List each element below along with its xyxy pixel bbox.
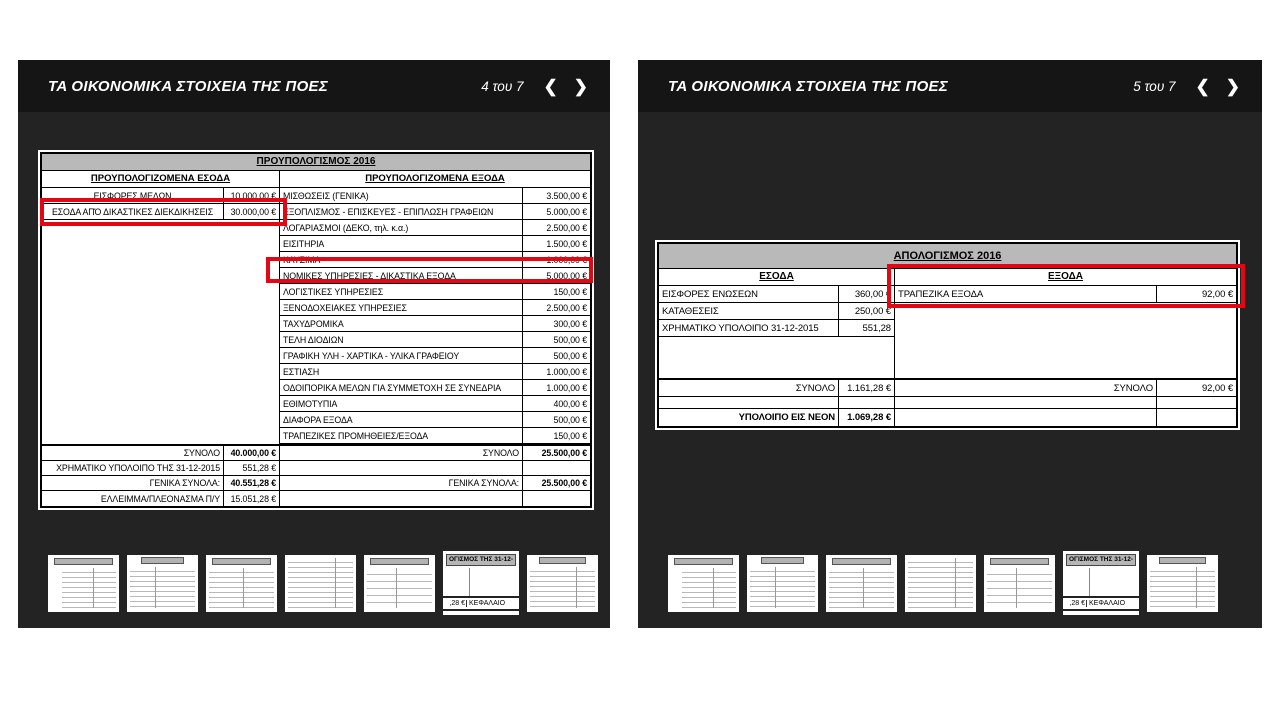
row-value xyxy=(838,397,894,408)
row-label: ΚΑΤΑΘΕΣΕΙΣ xyxy=(662,305,719,317)
report-income-header: ΕΣΟΔΑ xyxy=(659,269,894,286)
table-row xyxy=(280,491,590,506)
budget-income-column xyxy=(42,171,280,506)
row-value: 10.000,00 € xyxy=(223,188,279,203)
thumbnail-table-lines xyxy=(987,568,1052,608)
thumbnail-capital-text: ΚΕΦΑΛΑΙΟ xyxy=(469,600,506,607)
row-value: 500,00 € xyxy=(522,412,590,427)
table-row xyxy=(280,220,590,236)
thumbnail-table-lines xyxy=(288,558,353,608)
prev-slide-button[interactable]: ❮ xyxy=(1195,76,1210,96)
report-expense-totals xyxy=(895,378,1236,426)
row-value: 30.000,00 € xyxy=(223,204,279,219)
row-label: ΚΑΥΣΙΜΑ xyxy=(283,254,321,265)
row-value: 400,00 € xyxy=(522,396,590,411)
thumbnail-table-lines xyxy=(130,567,195,608)
row-value: 2.500,00 € xyxy=(522,300,590,315)
row-label: ΕΛΛΕΙΜΜΑ/ΠΛΕΟΝΑΣΜΑ Π/Υ xyxy=(100,493,220,504)
thumbnail-table-lines xyxy=(750,567,815,608)
slide-thumbnail-1[interactable] xyxy=(668,555,739,612)
panel-title: ΤΑ ΟΙΚΟΝΟΜΙΚΑ ΣΤΟΙΧΕΙΑ ΤΗΣ ΠΟΕΣ xyxy=(48,77,329,95)
row-label: ΤΑΧΥΔΡΟΜΙΚΑ xyxy=(283,318,344,329)
table-row xyxy=(659,320,894,337)
row-label: ΥΠΟΛΟΙΠΟ ΕΙΣ ΝΕΟΝ xyxy=(738,412,835,423)
budget-income-totals xyxy=(42,444,279,506)
row-label: ΛΟΓΙΣΤΙΚΕΣ ΥΠΗΡΕΣΙΕΣ xyxy=(283,286,384,297)
row-value: 1.000,00 € xyxy=(522,252,590,267)
report-income-column xyxy=(659,269,895,426)
prev-slide-button[interactable]: ❮ xyxy=(543,76,558,96)
thumbnail-table-lines xyxy=(62,568,116,608)
thumbnail-table-lines xyxy=(367,568,432,608)
table-row xyxy=(659,303,894,320)
row-value: 1.069,28 € xyxy=(838,409,894,426)
budget-table-body xyxy=(42,171,590,506)
panel-header xyxy=(638,60,1262,112)
row-value: 5.000,00 € xyxy=(522,204,590,219)
thumbnail-column-divider xyxy=(1196,567,1197,608)
table-row xyxy=(895,409,1236,426)
table-row xyxy=(280,284,590,300)
row-value: 1.161,28 € xyxy=(838,380,894,396)
row-value xyxy=(522,461,590,475)
row-label: ΕΘΙΜΟΤΥΠΙΑ xyxy=(283,398,338,409)
row-label: ΕΙΣΦΟΡΕΣ ΕΝΩΣΕΩΝ xyxy=(662,288,758,300)
thumbnail-column-divider xyxy=(396,568,397,608)
row-value: 551,28 € xyxy=(223,461,279,475)
report-income-rows xyxy=(659,286,894,337)
row-value: 15.051,28 € xyxy=(223,491,279,506)
budget-table xyxy=(40,152,592,508)
thumbnail-column-divider xyxy=(93,568,94,608)
row-label: ΣΥΝΟΛΟ xyxy=(482,448,519,458)
thumbnail-column-divider xyxy=(335,558,336,608)
table-row xyxy=(280,412,590,428)
table-row xyxy=(280,380,590,396)
table-row xyxy=(42,204,279,220)
row-value: 5.000,00 € xyxy=(522,268,590,283)
empty-space xyxy=(895,303,1236,378)
row-label: ΤΡΑΠΕΖΙΚΕΣ ΠΡΟΜΗΘΕΙΕΣ/ΕΞΟΔΑ xyxy=(283,430,429,441)
table-row xyxy=(659,409,894,426)
slide-thumbnail-4[interactable] xyxy=(905,555,976,612)
row-label: ΜΙΣΘΩΣΕΙΣ (ΓΕΝΙΚΑ) xyxy=(283,190,369,201)
row-label: ΣΥΝΟΛΟ xyxy=(1113,382,1153,394)
table-row xyxy=(280,348,590,364)
thumbnail-title-bar xyxy=(1159,557,1206,564)
thumbnail-table-lines xyxy=(1089,568,1133,596)
row-value: 1.000,00 € xyxy=(522,380,590,395)
presentation-viewer-right xyxy=(638,60,1262,628)
empty-space xyxy=(42,220,279,444)
thumbnail-column-divider xyxy=(955,558,956,608)
table-row xyxy=(280,428,590,444)
thumbnail-column-divider xyxy=(713,568,714,608)
row-value: 25.500,00 € xyxy=(522,476,590,490)
table-row xyxy=(895,380,1236,397)
budget-income-rows xyxy=(42,188,279,220)
thumbnail-amount-text: ,28 € xyxy=(443,600,467,607)
slide-report-2016 xyxy=(655,240,1240,430)
row-label: ΔΙΑΦΟΡΑ ΕΞΟΔΑ xyxy=(283,414,353,425)
table-row xyxy=(280,236,590,252)
row-label: ΤΕΛΗ ΔΙΟΔΙΩΝ xyxy=(283,334,344,345)
thumbnail-title-bar xyxy=(141,557,184,564)
row-value: 40.000,00 € xyxy=(223,446,279,460)
table-row xyxy=(42,461,279,476)
report-table-body xyxy=(659,269,1236,426)
next-slide-button[interactable]: ❯ xyxy=(1225,76,1240,96)
budget-income-header: ΠΡΟΥΠΟΛΟΓΙΖΟΜΕΝΑ ΕΣΟΔΑ xyxy=(42,171,279,188)
budget-expense-header: ΠΡΟΥΠΟΛΟΓΙΖΟΜΕΝΑ ΕΞΟΔΑ xyxy=(280,171,590,188)
row-value: 92,00 € xyxy=(1156,286,1236,302)
row-label: ΧΡΗΜΑΤΙΚΟ ΥΠΟΛΟΙΠΟ 31-12-2015 xyxy=(662,322,819,334)
table-row xyxy=(659,286,894,303)
row-label: ΞΕΝΟΔΟΧΕΙΑΚΕΣ ΥΠΗΡΕΣΙΕΣ xyxy=(283,302,407,313)
row-label: ΕΣΤΙΑΣΗ xyxy=(283,366,320,377)
table-row xyxy=(42,446,279,461)
table-row xyxy=(895,397,1236,409)
slide-thumbnail-6[interactable] xyxy=(1063,551,1139,615)
row-value: 500,00 € xyxy=(522,348,590,363)
slide-filmstrip xyxy=(668,550,1218,616)
thumbnail-title-bar xyxy=(990,558,1049,565)
row-label: ΟΔΟΙΠΟΡΙΚΑ ΜΕΛΩΝ ΓΙΑ ΣΥΜΜΕΤΟΧΗ ΣΕ ΣΥΝΕΔΡΙΑ xyxy=(283,382,502,393)
thumbnail-table-lines xyxy=(908,558,973,608)
table-row xyxy=(280,364,590,380)
row-label: ΣΥΝΟΛΟ xyxy=(183,448,220,458)
empty-space xyxy=(659,337,894,378)
table-row xyxy=(280,476,590,491)
slide-thumbnail-7[interactable] xyxy=(527,555,598,612)
table-row xyxy=(280,316,590,332)
report-table-title: ΑΠΟΛΟΓΙΣΜΟΣ 2016 xyxy=(659,244,1236,269)
row-value: 2.500,00 € xyxy=(522,220,590,235)
table-row xyxy=(42,476,279,491)
panel-title: ΤΑ ΟΙΚΟΝΟΜΙΚΑ ΣΤΟΙΧΕΙΑ ΤΗΣ ΠΟΕΣ xyxy=(668,77,949,95)
row-value: 360,00 € xyxy=(838,286,894,302)
row-label: ΕΞΟΠΛΙΣΜΟΣ - ΕΠΙΣΚΕΥΕΣ - ΕΠΙΠΛΩΣΗ ΓΡΑΦΕΙΩΝ xyxy=(283,206,494,217)
thumbnail-title-bar xyxy=(674,558,733,565)
thumbnail-capital-text: ΚΕΦΑΛΑΙΟ xyxy=(1089,600,1126,607)
row-label: ΕΙΣΦΟΡΕΣ ΜΕΛΩΝ xyxy=(93,190,172,201)
presentation-viewer-left xyxy=(18,60,610,628)
report-table xyxy=(657,242,1238,428)
thumbnail-title-bar xyxy=(832,558,891,565)
slide-thumbnail-6[interactable] xyxy=(443,551,519,615)
row-value: 3.500,00 € xyxy=(522,188,590,203)
row-value: 551,28 xyxy=(838,320,894,336)
table-row xyxy=(280,300,590,316)
row-label: ΕΣΟΔΑ ΑΠΌ ΔΙΚΑΣΤΙΚΕΣ ΔΙΕΚΔΙΚΗΣΕΙΣ xyxy=(51,206,214,217)
table-row xyxy=(659,397,894,409)
row-value: 1.500,00 € xyxy=(522,236,590,251)
table-row xyxy=(280,332,590,348)
slide-thumbnail-5[interactable] xyxy=(984,555,1055,612)
thumbnail-column-divider xyxy=(155,567,156,608)
pager xyxy=(481,78,588,95)
budget-expense-rows xyxy=(280,188,590,444)
slide-filmstrip xyxy=(48,550,598,616)
table-row xyxy=(895,286,1236,303)
row-value: 150,00 € xyxy=(522,284,590,299)
table-row xyxy=(42,188,279,204)
row-label: ΓΡΑΦΙΚΗ ΥΛΗ - ΧΑΡΤΙΚΑ - ΥΛΙΚΑ ΓΡΑΦΕΙΟΥ xyxy=(283,350,460,361)
page-indicator: 5 του 7 xyxy=(1133,78,1176,94)
report-income-totals xyxy=(659,378,894,426)
thumbnail-bottom-row xyxy=(1063,596,1139,611)
next-slide-button[interactable]: ❯ xyxy=(573,76,588,96)
thumbnail-table-lines xyxy=(469,568,513,596)
thumbnail-title-bar xyxy=(54,558,113,565)
table-row xyxy=(280,396,590,412)
slide-thumbnail-2[interactable] xyxy=(747,555,818,612)
slide-thumbnail-2[interactable] xyxy=(127,555,198,612)
table-row xyxy=(280,446,590,461)
row-value: 150,00 € xyxy=(522,428,590,443)
thumbnail-table-lines xyxy=(209,568,274,608)
slide-thumbnail-1[interactable] xyxy=(48,555,119,612)
thumbnail-column-divider xyxy=(243,568,244,608)
row-value xyxy=(1156,397,1236,408)
table-row xyxy=(280,268,590,284)
budget-table-title: ΠΡΟΥΠΟΛΟΓΙΣΜΟΣ 2016 xyxy=(42,154,590,171)
row-value: 25.500,00 € xyxy=(522,446,590,460)
thumbnail-amount-text: ,28 € xyxy=(1063,600,1087,607)
thumbnail-title-bar xyxy=(761,557,804,564)
pager xyxy=(1133,78,1240,95)
row-value xyxy=(1156,409,1236,426)
nav-buttons xyxy=(1196,78,1241,95)
thumbnail-title-bar xyxy=(370,558,429,565)
row-value: 1.000,00 € xyxy=(522,364,590,379)
panel-header xyxy=(18,60,610,112)
slide-thumbnail-4[interactable] xyxy=(285,555,356,612)
thumbnail-bottom-row xyxy=(443,596,519,611)
table-row xyxy=(659,380,894,397)
row-label: ΓΕΝΙΚΑ ΣΥΝΟΛΑ: xyxy=(149,478,220,488)
row-label: ΣΥΝΟΛΟ xyxy=(795,382,835,394)
row-label: ΧΡΗΜΑΤΙΚΟ ΥΠΟΛΟΙΠΟ ΤΗΣ 31-12-2015 xyxy=(56,463,220,473)
thumbnail-title-text: ΟΓΙΣΜΟΣ ΤΗΣ 31-12- xyxy=(1066,554,1136,566)
report-expense-column xyxy=(895,269,1236,426)
table-row xyxy=(280,204,590,220)
row-label: ΓΕΝΙΚΑ ΣΥΝΟΛΑ: xyxy=(448,478,519,488)
slide-budget-2016 xyxy=(38,150,594,510)
row-value: 250,00 € xyxy=(838,303,894,319)
row-label: ΝΟΜΙΚΕΣ ΥΠΗΡΕΣΙΕΣ - ΔΙΚΑΣΤΙΚΑ ΕΞΟΔΑ xyxy=(283,270,456,281)
row-value: 92,00 € xyxy=(1156,380,1236,396)
report-expense-rows xyxy=(895,286,1236,303)
row-value: 300,00 € xyxy=(522,316,590,331)
thumbnail-table-lines xyxy=(682,568,736,608)
budget-expense-totals xyxy=(280,444,590,506)
thumbnail-column-divider xyxy=(576,567,577,608)
row-label: ΛΟΓΑΡΙΑΣΜΟΙ (ΔΕΚΟ, τηλ. κ.α.) xyxy=(283,222,409,233)
thumbnail-title-bar xyxy=(212,558,271,565)
row-value: 40.551,28 € xyxy=(223,476,279,490)
row-label: ΤΡΑΠΕΖΙΚΑ ΕΞΟΔΑ xyxy=(898,288,984,300)
row-value xyxy=(522,491,590,506)
row-value: 500,00 € xyxy=(522,332,590,347)
nav-buttons xyxy=(544,78,589,95)
table-row xyxy=(42,491,279,506)
slide-thumbnail-3[interactable] xyxy=(206,555,277,612)
table-row xyxy=(280,461,590,476)
report-expense-header: ΕΞΟΔΑ xyxy=(895,269,1236,286)
budget-expense-column xyxy=(280,171,590,506)
thumbnail-title-text: ΟΓΙΣΜΟΣ ΤΗΣ 31-12- xyxy=(446,554,516,566)
table-row xyxy=(280,188,590,204)
slide-thumbnail-3[interactable] xyxy=(826,555,897,612)
row-label: ΕΙΣΙΤΗΡΙΑ xyxy=(283,238,325,249)
thumbnail-table-lines xyxy=(829,568,894,608)
thumbnail-column-divider xyxy=(775,567,776,608)
thumbnail-title-bar xyxy=(539,557,586,564)
table-row xyxy=(280,252,590,268)
slide-thumbnail-7[interactable] xyxy=(1147,555,1218,612)
page-indicator: 4 του 7 xyxy=(481,78,524,94)
slide-thumbnail-5[interactable] xyxy=(364,555,435,612)
thumbnail-column-divider xyxy=(1016,568,1017,608)
thumbnail-column-divider xyxy=(863,568,864,608)
thumbnail-table-lines xyxy=(530,567,595,608)
thumbnail-table-lines xyxy=(1150,567,1215,608)
